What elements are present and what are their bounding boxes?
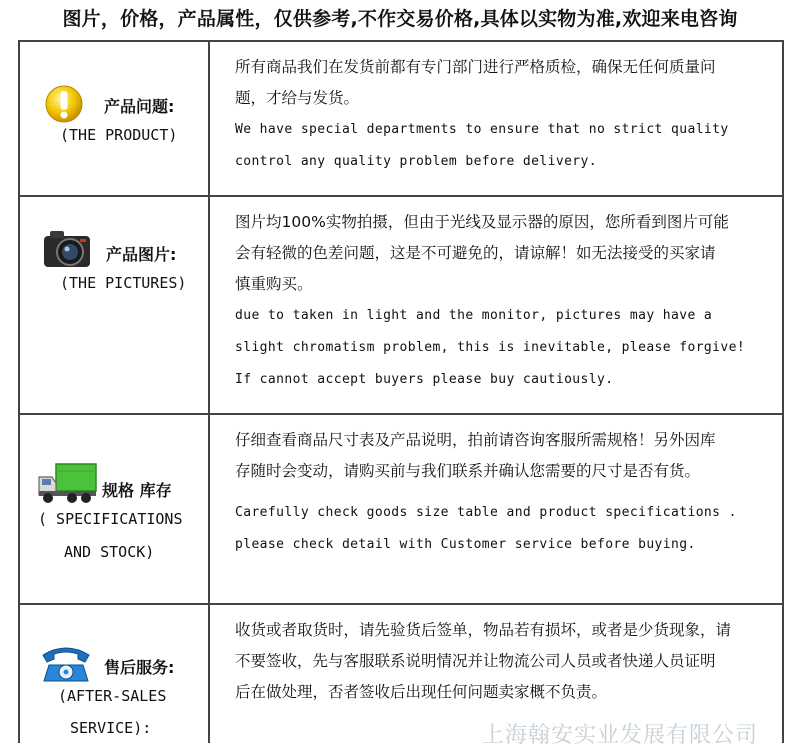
- text-en-line: please check detail with Customer service before buying.: [235, 537, 696, 552]
- exclamation-icon: [44, 84, 84, 124]
- section-label-en: (THE PRODUCT): [60, 126, 178, 144]
- section-text-cell: [210, 197, 782, 413]
- section-label-cn: 规格 库存: [102, 481, 172, 500]
- section-label-en: AND STOCK): [64, 543, 155, 561]
- section-label-cn: 产品图片:: [106, 245, 177, 264]
- page-title: 图片，价格，产品属性，仅供参考,不作交易价格,具体以实物为准,欢迎来电咨询: [62, 8, 738, 30]
- text-cn-line: 收货或者取货时，请先验货后签单，物品若有损坏，或者是少货现象，请: [235, 621, 732, 639]
- text-en-line: If cannot accept buyers please buy cautiously.: [235, 372, 614, 387]
- text-en-line: due to taken in light and the monitor, pictures may have a: [235, 308, 713, 323]
- truck-icon: [36, 461, 98, 505]
- text-cn-line: 所有商品我们在发货前都有专门部门进行严格质检，确保无任何质量问: [235, 58, 716, 76]
- section-specifications: [20, 413, 782, 603]
- section-text-cell: [210, 42, 782, 195]
- section-label-cell: [20, 42, 210, 195]
- section-product: [20, 40, 782, 195]
- section-text-cell: [210, 415, 782, 603]
- section-label-cn: 售后服务:: [104, 658, 175, 677]
- camera-icon: [42, 227, 92, 269]
- info-table: [18, 40, 784, 748]
- section-label-en: (AFTER-SALES: [58, 687, 167, 705]
- text-cn-line: 题，才给与发货。: [235, 89, 360, 107]
- text-cn-line: 图片均100%实物拍摄，但由于光线及显示器的原因，您所看到图片可能: [235, 213, 729, 231]
- text-en-line: Carefully check goods size table and product specifications .: [235, 505, 737, 520]
- section-label-cn: 产品问题:: [104, 97, 175, 116]
- section-label-cell: [20, 415, 210, 603]
- text-cn-line: 慎重购买。: [235, 275, 313, 293]
- text-cn-line: 会有轻微的色差问题，这是不可避免的，请谅解！如无法接受的买家请: [235, 244, 716, 262]
- section-pictures: [20, 195, 782, 413]
- text-cn-line: 仔细查看商品尺寸表及产品说明，拍前请咨询客服所需规格！另外因库: [235, 431, 716, 449]
- text-en-line: control any quality problem before delivery.: [235, 154, 597, 169]
- section-label-en: SERVICE):: [70, 719, 152, 737]
- text-cn-line: 后在做处理，否者签收后出现任何问题卖家概不负责。: [235, 683, 608, 701]
- section-label-en: (THE PICTURES): [60, 274, 187, 292]
- text-cn-line: 不要签收，先与客服联系说明情况并让物流公司人员或者快递人员证明: [235, 652, 716, 670]
- text-en-line: We have special departments to ensure that no strict quality: [235, 122, 729, 137]
- section-label-cell: [20, 197, 210, 413]
- text-en-line: slight chromatism problem, this is inevitable, please forgive!: [235, 340, 746, 355]
- section-after-sales: [20, 603, 782, 748]
- section-label-en: ( SPECIFICATIONS: [38, 510, 183, 528]
- section-label-cell: [20, 605, 210, 743]
- text-cn-line: 存随时会变动，请购买前与我们联系并确认您需要的尺寸是否有货。: [235, 462, 701, 480]
- company-watermark: 上海翰安实业发展有限公司: [481, 723, 758, 748]
- telephone-icon: [40, 643, 92, 685]
